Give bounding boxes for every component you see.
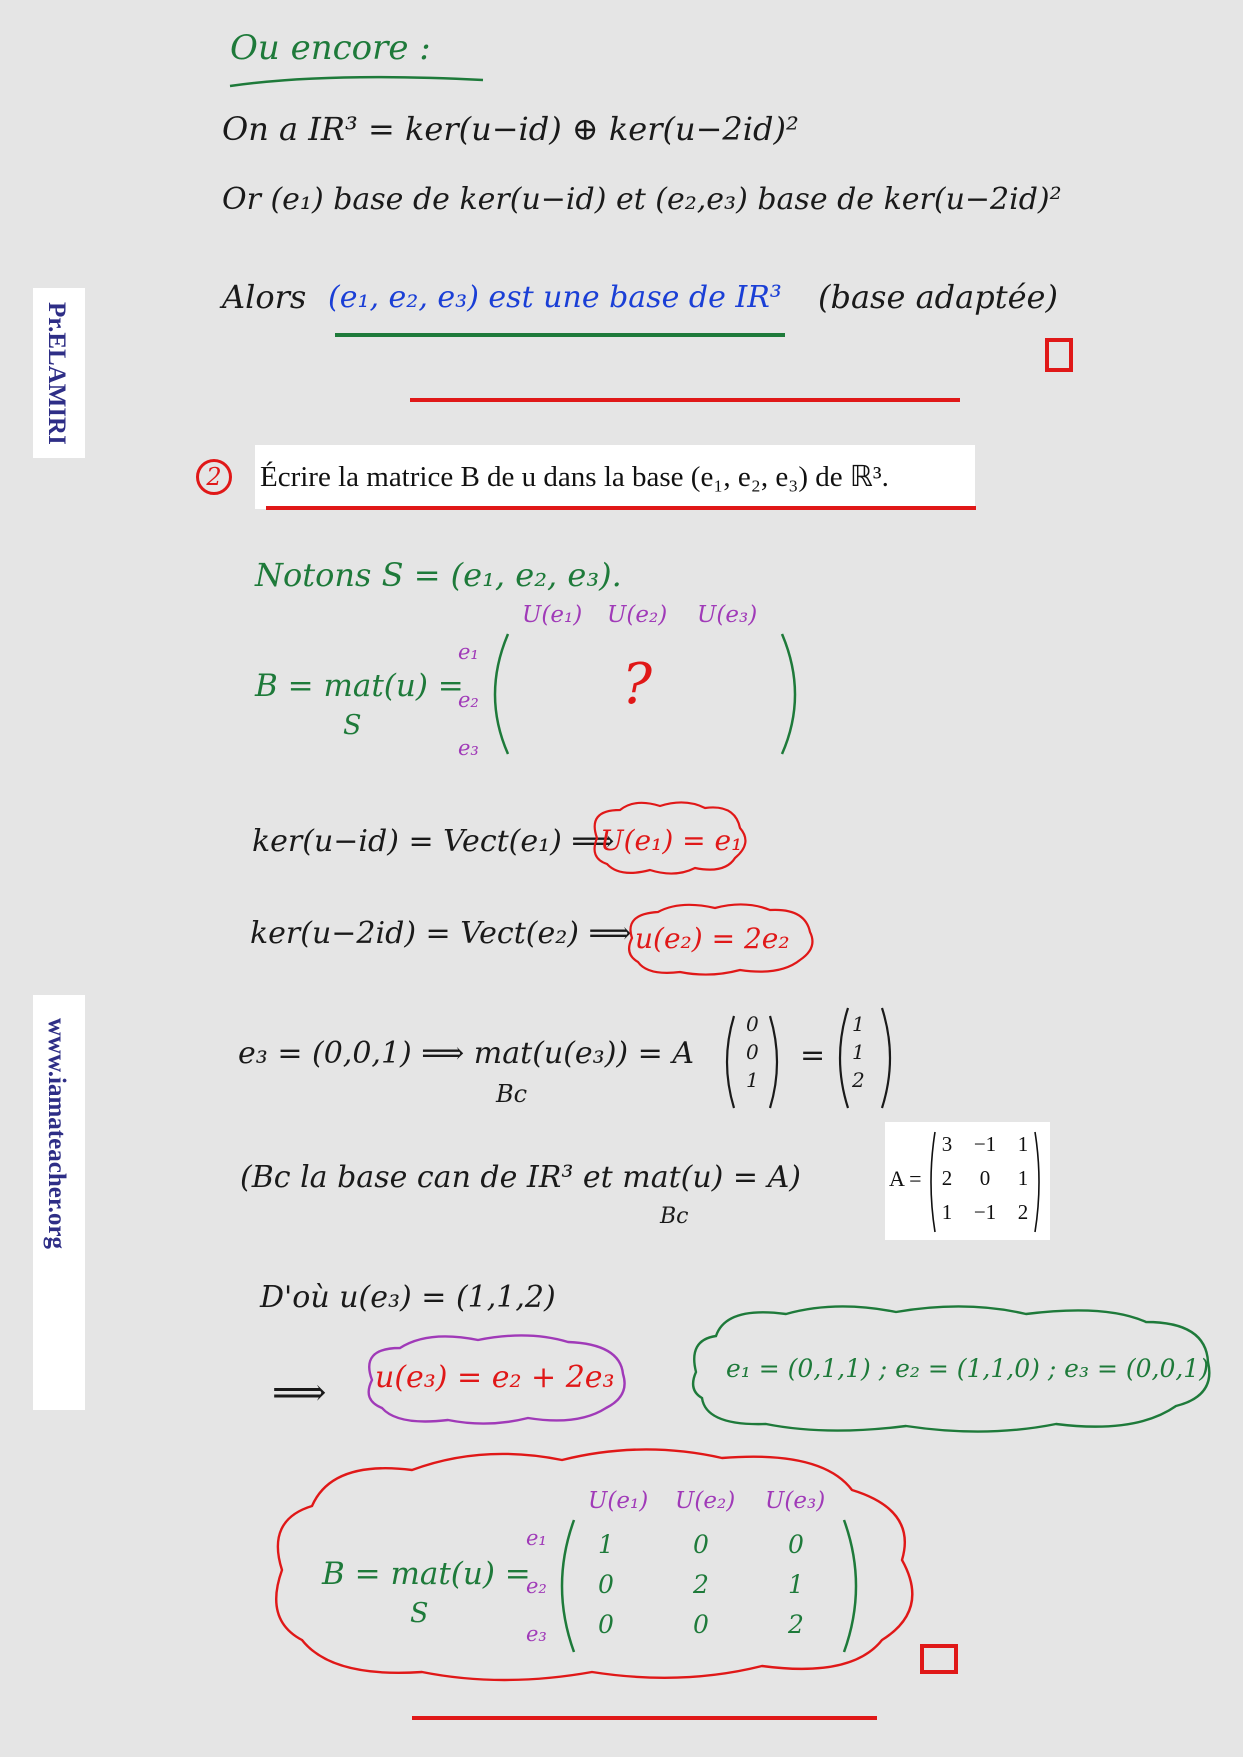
statement-line-2: Or (e₁) base de ker(u−id) et (e₂,e₃) base de ker(u−2id)² bbox=[222, 182, 1062, 217]
end-of-proof-mark bbox=[1045, 338, 1073, 372]
col-header-3: U(e₃) bbox=[697, 602, 758, 628]
canonical-basis-note: (Bc la base can de IR³ et mat(u) = A) bbox=[240, 1160, 801, 1195]
col-header-2: U(e₂) bbox=[607, 602, 668, 628]
matrix-b-subscript: S bbox=[343, 710, 362, 741]
final-matrix-cell: 0 bbox=[788, 1530, 804, 1559]
conclusion-underline bbox=[335, 333, 785, 337]
matrix-b-lhs: B = mat(u) = bbox=[255, 668, 464, 704]
matrix-a-cell: 2 bbox=[1017, 1200, 1029, 1224]
question-number: 2 bbox=[196, 459, 232, 495]
final-col-header-1: U(e₁) bbox=[588, 1488, 649, 1514]
e3-image-subscript: Bc bbox=[496, 1080, 528, 1108]
dou-line: D'où u(e₃) = (1,1,2) bbox=[260, 1280, 556, 1315]
final-matrix-brackets bbox=[548, 1516, 870, 1656]
ker1-line: ker(u−id) = Vect(e₁) ⟹ bbox=[252, 824, 615, 859]
question-text: Écrire la matrice B de u dans la base (e₁, e₂, e₃) de ℝ³. bbox=[260, 461, 889, 493]
row-label-3: e₃ bbox=[458, 736, 479, 760]
matrix-a-cell: 0 bbox=[979, 1166, 991, 1190]
statement-line-1: On a IR³ = ker(u−id) ⊕ ker(u−2id)² bbox=[222, 110, 799, 148]
matrix-a-cell: −1 bbox=[973, 1200, 997, 1224]
final-col-header-2: U(e₂) bbox=[675, 1488, 736, 1514]
question-underline bbox=[266, 506, 976, 510]
final-row-label-2: e₂ bbox=[526, 1574, 547, 1598]
bottom-separator bbox=[412, 1716, 877, 1720]
matrix-a-cell: 2 bbox=[941, 1166, 953, 1190]
final-matrix-cell: 0 bbox=[598, 1610, 614, 1639]
e3-vector-in-3: 1 bbox=[746, 1068, 759, 1092]
statement-line-3-suffix: (base adaptée) bbox=[818, 278, 1058, 316]
section-heading: Ou encore : bbox=[230, 28, 431, 68]
final-row-label-1: e₁ bbox=[526, 1526, 547, 1550]
final-matrix-cell: 1 bbox=[788, 1570, 804, 1599]
author-label: Pr.ELAMIRI bbox=[43, 302, 70, 445]
final-col-header-3: U(e₃) bbox=[765, 1488, 826, 1514]
final-matrix-cell: 2 bbox=[693, 1570, 709, 1599]
matrix-a-box bbox=[885, 1122, 1050, 1240]
statement-line-3-prefix: Alors bbox=[222, 278, 307, 316]
matrix-a-label: A = bbox=[889, 1166, 922, 1191]
final-matrix-lhs: B = mat(u) = bbox=[322, 1556, 531, 1592]
equals-sign: = bbox=[800, 1038, 826, 1073]
section-separator bbox=[410, 398, 960, 402]
matrix-a-cell: 1 bbox=[941, 1200, 953, 1224]
basis-conclusion: (e₁, e₂, e₃) est une base de IR³ bbox=[328, 280, 782, 315]
end-of-answer-mark bbox=[920, 1644, 958, 1674]
matrix-a-cell: 3 bbox=[941, 1132, 953, 1156]
matrix-a-cell: 1 bbox=[1017, 1132, 1029, 1156]
col-header-1: U(e₁) bbox=[522, 602, 583, 628]
final-row-label-3: e₃ bbox=[526, 1622, 547, 1646]
final-matrix-cell: 0 bbox=[598, 1570, 614, 1599]
e3-vector-in-1: 0 bbox=[746, 1012, 759, 1036]
matrix-a-cell: −1 bbox=[973, 1132, 997, 1156]
e3-image-line: e₃ = (0,0,1) ⟹ mat(u(e₃)) = A bbox=[238, 1036, 694, 1071]
basis-vectors: e₁ = (0,1,1) ; e₂ = (1,1,0) ; e₃ = (0,0,1) bbox=[726, 1354, 1209, 1383]
e3-vector-out-3: 2 bbox=[852, 1068, 865, 1092]
final-matrix-cell: 1 bbox=[598, 1530, 614, 1559]
implies-arrow: ⟹ bbox=[272, 1370, 327, 1414]
notation-line: Notons S = (e₁, e₂, e₃). bbox=[255, 556, 622, 594]
final-matrix-cell: 0 bbox=[693, 1530, 709, 1559]
ker1-result: U(e₁) = e₁ bbox=[600, 824, 743, 857]
ker2-result: u(e₂) = 2e₂ bbox=[635, 922, 790, 955]
unknown-mark: ? bbox=[622, 652, 653, 717]
row-label-1: e₁ bbox=[458, 640, 479, 664]
e3-vector-out-1: 1 bbox=[852, 1012, 865, 1036]
e3-vector-out-brackets bbox=[830, 1004, 900, 1112]
website-link[interactable]: www.iamateacher.org bbox=[43, 1018, 70, 1249]
final-matrix-cell: 0 bbox=[693, 1610, 709, 1639]
e3-vector-in-2: 0 bbox=[746, 1040, 759, 1064]
question-box bbox=[255, 445, 975, 509]
final-matrix-cell: 2 bbox=[788, 1610, 804, 1639]
e3-vector-out-2: 1 bbox=[852, 1040, 865, 1064]
ker2-line: ker(u−2id) = Vect(e₂) ⟹ bbox=[250, 916, 632, 951]
heading-underline bbox=[228, 70, 488, 92]
matrix-a-cell: 1 bbox=[1017, 1166, 1029, 1190]
u-e3-result: u(e₃) = e₂ + 2e₃ bbox=[375, 1360, 615, 1395]
canonical-basis-subscript: Bc bbox=[660, 1204, 689, 1229]
final-matrix-subscript: S bbox=[410, 1598, 429, 1629]
row-label-2: e₂ bbox=[458, 688, 479, 712]
matrix-a-grid bbox=[929, 1132, 1041, 1232]
